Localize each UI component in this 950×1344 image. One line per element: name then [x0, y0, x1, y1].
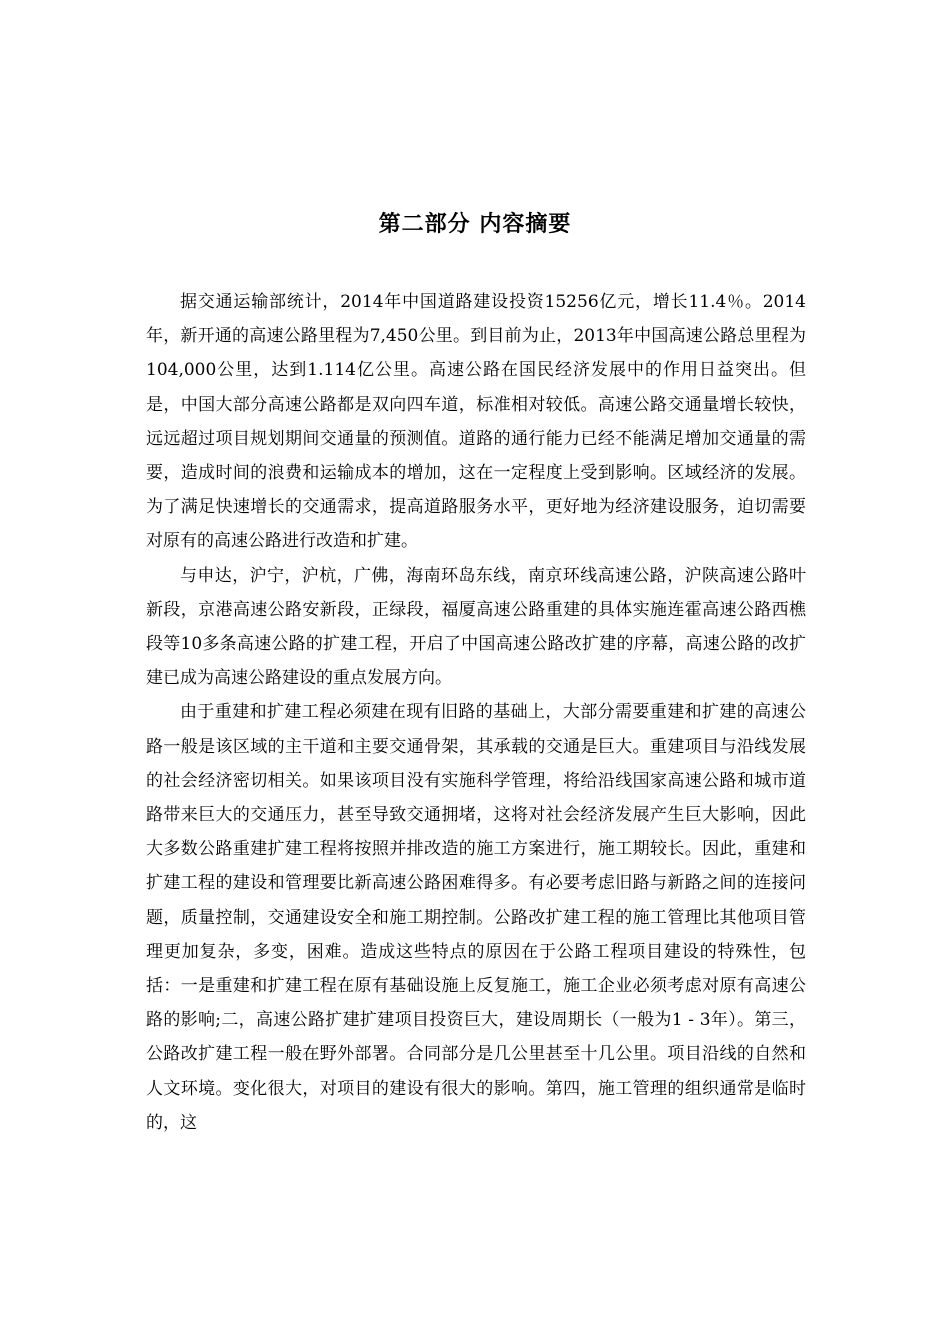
document-body: [146, 285, 806, 1140]
paragraph-construction-management: 由于重建和扩建工程必须建在现有旧路的基础上，大部分需要重建和扩建的高速公路一般是该区域的主干道和主要交通骨架，其承载的交通是巨大。重建项目与沿线发展的社会经济密切相关。如果该项目没有实施科学管理，将给沿线国家高速公路和城市道路带来巨大的交通压力，甚至导致交通拥堵，这将对社会经济发展产生巨大影响，因此大多数公路重建扩建工程将按照并排改造的施工方案进行，施工期较长。因此，重建和扩建工程的建设和管理要比新高速公路困难得多。有必要考虑旧路与新路之间的连接问题，质量控制，交通建设安全和施工期控制。公路改扩建工程的施工管理比其他项目管理更加复杂，多变，困难。造成这些特点的原因在于公路工程项目建设的特殊性，包括：一是重建和扩建工程在原有基础设施上反复施工，施工企业必须考虑对原有高速公路的影响;二，高速公路扩建扩建项目投资巨大，建设周期长（一般为1 - 3年）。第三，公路改扩建工程一般在野外部署。合同部分是几公里甚至十几公里。项目沿线的自然和人文环境。变化很大，对项目的建设有很大的影响。第四，施工管理的组织通常是临时的，这: [146, 702, 806, 1133]
paragraph-statistics: 据交通运输部统计，2014年中国道路建设投资15256亿元，增长11.4％。2014年，新开通的高速公路里程为7,450公里。到目前为止，2013年中国高速公路总里程为104,000公里，达到1.114亿公里。高速公路在国民经济发展中的作用日益突出。但是，中国大部分高速公路都是双向四车道，标准相对较低。高速公路交通量增长较快，远远超过项目规划期间交通量的预测值。道路的通行能力已经不能满足增加交通量的需要，造成时间的浪费和运输成本的增加，这在一定程度上受到影响。区域经济的发展。为了满足快速增长的交通需求，提高道路服务水平，更好地为经济建设服务，迫切需要对原有的高速公路进行改造和扩建。: [146, 292, 806, 552]
section-title: 第二部分 内容摘要: [378, 211, 572, 237]
paragraph-expansion-projects: 与申达，沪宁，沪杭，广佛，海南环岛东线，南京环线高速公路，沪陕高速公路叶新段，京港高速公路安新段，正绿段，福厦高速公路重建的具体实施连霍高速公路西樵段等10多条高速公路的扩建工程，开启了中国高速公路改扩建的序幕，高速公路的改扩建已成为高速公路建设的重点发展方向。: [146, 565, 806, 689]
